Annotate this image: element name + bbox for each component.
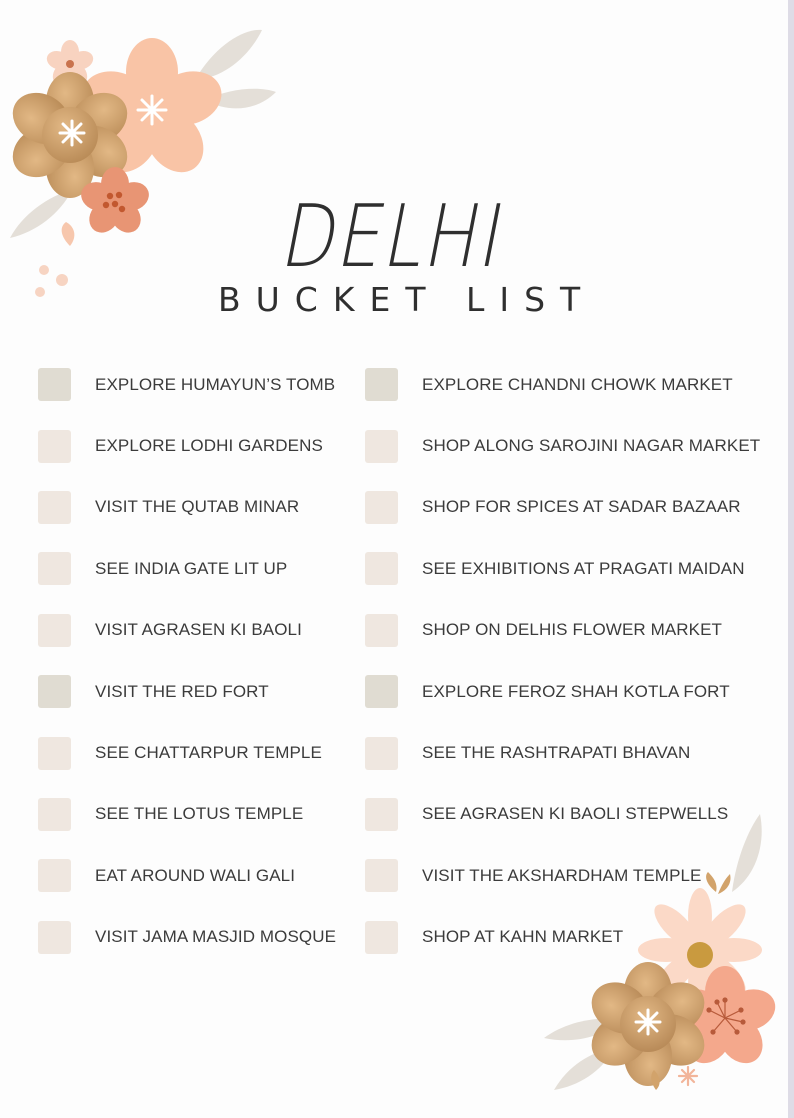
list-item-label: SEE INDIA GATE LIT UP — [95, 558, 288, 578]
list-item-label: EXPLORE FEROZ SHAH KOTLA FORT — [422, 681, 730, 701]
checkbox[interactable] — [38, 798, 71, 831]
list-item-label: EXPLORE HUMAYUN’S TOMB — [95, 374, 336, 394]
checkbox[interactable] — [365, 552, 398, 585]
checkbox[interactable] — [38, 552, 71, 585]
list-item — [365, 722, 785, 783]
list-item — [38, 845, 418, 906]
list-item — [365, 845, 785, 906]
checkbox[interactable] — [365, 614, 398, 647]
list-item — [365, 415, 785, 476]
list-item — [38, 415, 418, 476]
page-subtitle: BUCKET LIST — [218, 280, 596, 319]
list-item-label: VISIT JAMA MASJID MOSQUE — [95, 927, 337, 947]
bucket-list-left-column — [38, 354, 418, 968]
list-item — [365, 354, 785, 415]
list-item-label: EAT AROUND WALI GALI — [95, 865, 296, 885]
list-item — [38, 477, 418, 538]
list-item-label: VISIT THE AKSHARDHAM TEMPLE — [422, 865, 702, 885]
list-item — [38, 784, 418, 845]
list-item-label: VISIT THE RED FORT — [95, 681, 269, 701]
page-title: DELHI — [274, 187, 514, 287]
list-item — [365, 600, 785, 661]
list-item-label: SHOP AT KAHN MARKET — [422, 927, 624, 947]
checkbox[interactable] — [38, 491, 71, 524]
checkbox[interactable] — [38, 921, 71, 954]
list-item-label: VISIT THE QUTAB MINAR — [95, 497, 300, 517]
checkbox[interactable] — [38, 368, 71, 401]
list-item-label: SHOP ALONG SAROJINI NAGAR MARKET — [422, 436, 761, 456]
list-item-label: SHOP ON DELHIS FLOWER MARKET — [422, 620, 723, 640]
list-item — [38, 538, 418, 599]
list-item-label: SEE THE RASHTRAPATI BHAVAN — [422, 743, 691, 763]
list-item-label: SEE CHATTARPUR TEMPLE — [95, 743, 322, 763]
page-edge — [788, 0, 794, 1118]
list-item — [365, 477, 785, 538]
checkbox[interactable] — [365, 430, 398, 463]
list-item — [365, 538, 785, 599]
list-item-label: SHOP FOR SPICES AT SADAR BAZAAR — [422, 497, 741, 517]
list-item-label: EXPLORE LODHI GARDENS — [95, 436, 323, 456]
list-item — [38, 600, 418, 661]
checkbox[interactable] — [365, 737, 398, 770]
checkbox[interactable] — [38, 614, 71, 647]
checkbox[interactable] — [365, 798, 398, 831]
list-item — [38, 907, 418, 968]
checkbox[interactable] — [38, 430, 71, 463]
checkbox[interactable] — [38, 737, 71, 770]
list-item-label: SEE EXHIBITIONS AT PRAGATI MAIDAN — [422, 558, 745, 578]
checkbox[interactable] — [365, 491, 398, 524]
list-item — [38, 354, 418, 415]
list-item — [38, 722, 418, 783]
list-item — [365, 907, 785, 968]
checkbox[interactable] — [38, 859, 71, 892]
checkbox[interactable] — [365, 859, 398, 892]
list-item — [365, 784, 785, 845]
checkbox[interactable] — [365, 368, 398, 401]
checkbox[interactable] — [365, 921, 398, 954]
checkbox[interactable] — [365, 675, 398, 708]
list-item-label: SEE THE LOTUS TEMPLE — [95, 804, 304, 824]
list-item-label: SEE AGRASEN KI BAOLI STEPWELLS — [422, 804, 729, 824]
list-item-label: VISIT AGRASEN KI BAOLI — [95, 620, 302, 640]
bucket-list-right-column — [365, 354, 785, 968]
checkbox[interactable] — [38, 675, 71, 708]
list-item-label: EXPLORE CHANDNI CHOWK MARKET — [422, 374, 733, 394]
list-item — [38, 661, 418, 722]
list-item — [365, 661, 785, 722]
